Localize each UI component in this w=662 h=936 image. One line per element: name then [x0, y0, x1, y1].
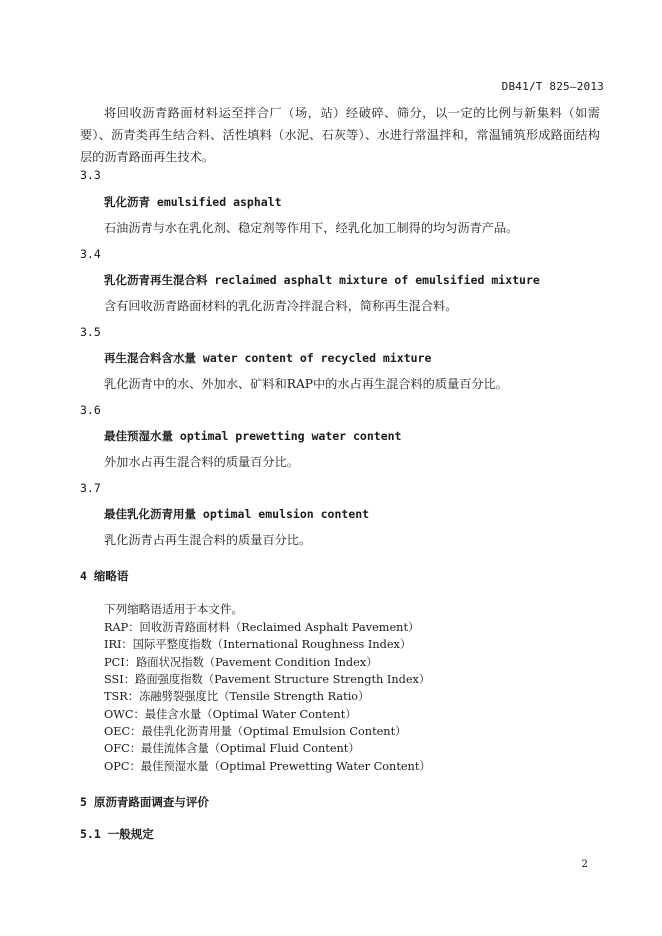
section-heading-survey: 5 原沥青路面调查与评价 — [80, 795, 209, 809]
abbreviation-item: OFC：最佳流体含量（Optimal Fluid Content） — [104, 742, 360, 755]
section-heading-abbreviations: 4 缩略语 — [80, 569, 129, 583]
abbreviation-item: OEC：最佳乳化沥青用量（Optimal Emulsion Content） — [104, 725, 407, 738]
term-number-3-7: 3.7 — [80, 481, 101, 495]
abbreviation-item: SSI：路面强度指数（Pavement Structure Strength Index） — [104, 673, 431, 686]
term-title-3-4: 乳化沥青再生混合料 reclaimed asphalt mixture of emulsified mixture — [104, 273, 540, 287]
term-title-3-5: 再生混合料含水量 water content of recycled mixture — [104, 351, 432, 365]
abbreviation-item: OWC：最佳含水量（Optimal Water Content） — [104, 708, 357, 721]
term-title-3-3: 乳化沥青 emulsified asphalt — [104, 195, 282, 209]
abbreviation-item: TSR：冻融劈裂强度比（Tensile Strength Ratio） — [104, 690, 370, 703]
term-title-3-7: 最佳乳化沥青用量 optimal emulsion content — [104, 507, 370, 521]
intro-paragraph: 将回收沥青路面材料运至拌合厂（场，站）经破碎、筛分，以一定的比例与新集料（如需要）、沥青类再生结合料、活性填料（水泥、石灰等）、水进行常温拌和，常温铺筑形成路面结构层的沥青路面再生技术。 — [80, 106, 600, 164]
abbreviations-intro: 下列缩略语适用于本文件。 — [104, 602, 244, 616]
term-definition-3-5: 乳化沥青中的水、外加水、矿料和RAP中的水占再生混合料的质量百分比。 — [104, 377, 508, 391]
term-title-3-6: 最佳预湿水量 optimal prewetting water content — [104, 429, 402, 443]
term-number-3-4: 3.4 — [80, 247, 101, 261]
document-code-header: DB41/T 825—2013 — [501, 80, 604, 93]
page-number: 2 — [581, 858, 588, 870]
abbreviation-item: RAP：回收沥青路面材料（Reclaimed Asphalt Pavement） — [104, 621, 420, 634]
term-definition-3-7: 乳化沥青占再生混合料的质量百分比。 — [104, 533, 312, 547]
term-definition-3-4: 含有回收沥青路面材料的乳化沥青冷拌混合料，简称再生混合料。 — [104, 299, 458, 313]
section-heading-general: 5.1 一般规定 — [80, 827, 154, 841]
term-number-3-3: 3.3 — [80, 168, 101, 182]
abbreviation-item: OPC：最佳预湿水量（Optimal Prewetting Water Content） — [104, 760, 431, 773]
abbreviation-item: IRI：国际平整度指数（International Roughness Index） — [104, 638, 412, 651]
term-number-3-5: 3.5 — [80, 325, 101, 339]
abbreviation-item: PCI：路面状况指数（Pavement Condition Index） — [104, 656, 378, 669]
term-definition-3-6: 外加水占再生混合料的质量百分比。 — [104, 455, 299, 469]
term-number-3-6: 3.6 — [80, 403, 101, 417]
term-definition-3-3: 石油沥青与水在乳化剂、稳定剂等作用下，经乳化加工制得的均匀沥青产品。 — [104, 221, 519, 235]
